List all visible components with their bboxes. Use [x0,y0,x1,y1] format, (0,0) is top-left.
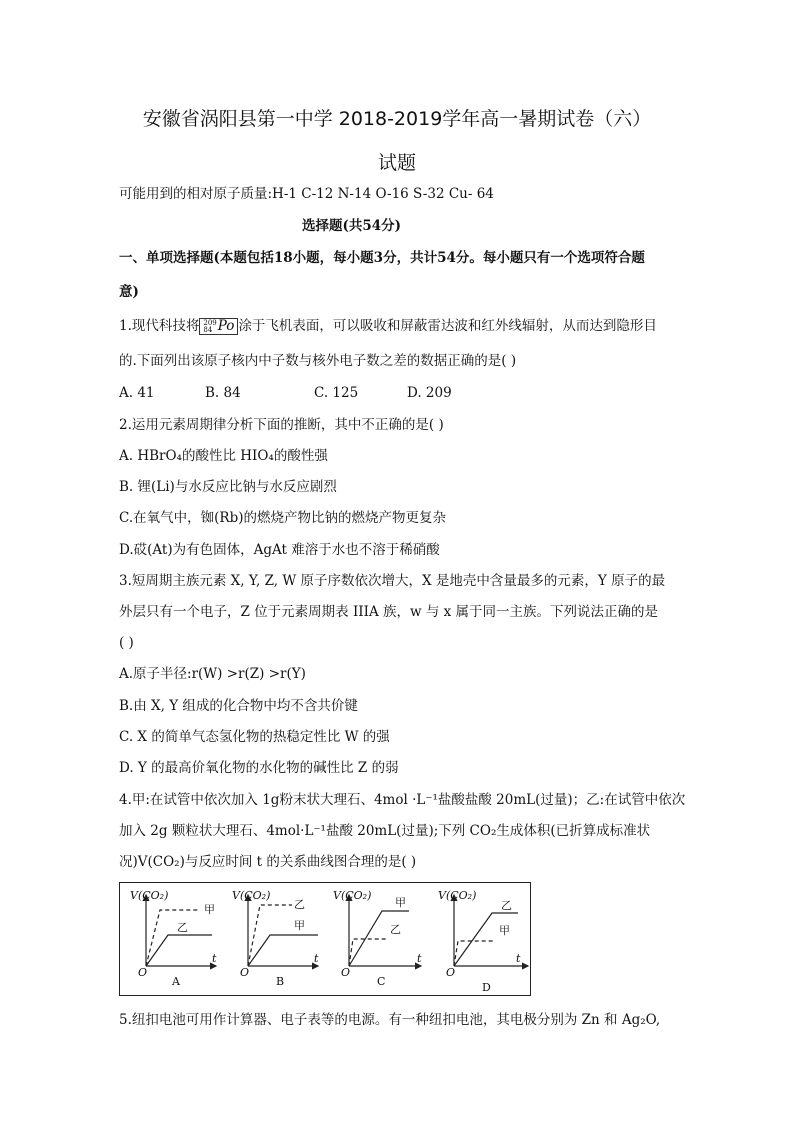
graph-d-letter: D [482,981,491,994]
q2-option-a: A. HBrO₄的酸性比 HIO₄的酸性强 [119,448,328,464]
graph-b [248,895,318,966]
q2-option-c: C.在氧气中，铷(Rb)的燃烧产物比钠的燃烧产物更复杂 [119,510,446,526]
graph-b-lower-label: 甲 [294,919,305,932]
graph-a-origin: O [138,966,148,979]
q3-stem-line2: 外层只有一个电子，Z 位于元素周期表 IIIA 族，w 与 x 属于同一主族。下列说法正确的是 [119,604,659,620]
graph-c-lower-label: 乙 [390,923,401,936]
q3-stem-line3: ( ) [119,635,134,651]
atomic-masses: 可能用到的相对原子质量:H-1 C-12 N-14 O-16 S-32 Cu- 64 [119,186,494,202]
graph-b-ylabel: V(CO₂) [232,889,271,902]
nuclide-atomic-number: 84 [203,325,213,334]
question-1 [119,317,657,335]
graph-d-upper-label: 乙 [501,899,512,912]
q4-stem-line3: 况)V(CO₂)与反应时间 t 的关系曲线图合理的是( ) [119,854,417,870]
exam-subtitle: 试题 [377,152,416,174]
nuclide-symbol: Po [217,318,235,335]
graph-d-lower-label: 甲 [499,924,510,937]
graph-d-origin: O [446,966,456,979]
graph-b-origin: O [240,966,250,979]
part-instructions-end: 意) [119,284,139,300]
graph-c-letter: C [377,975,386,988]
q3-stem-line1: 3.短周期主族元素 X, Y, Z, W 原子序数依次增大，X 是地壳中含量最多的元素，Y 原子的最 [119,573,666,589]
q4-stem-line1: 4.甲:在试管中依次加入 1g粉末状大理石、4mol ·L⁻¹盐酸盐酸 20mL(过量)；乙:在试管中依次 [119,792,686,808]
q1-option-a: A. 41 [119,385,155,401]
graph-a-ylabel: V(CO₂) [130,889,169,902]
q3-option-b: B.由 X, Y 组成的化合物中均不含共价键 [119,698,358,714]
q4-stem-line2: 加入 2g 颗粒状大理石、4mol·L⁻¹盐酸 20mL(过量);下列 CO₂生成体积(已折算成标准状 [119,823,651,839]
exam-title: 安徽省涡阳县第一中学 2018-2019学年高一暑期试卷（六） [142,108,652,130]
q4-graphs-svg [120,883,530,995]
graph-a-lower-label: 乙 [177,921,188,934]
q1-stem-pre: 1.现代科技将 [119,318,200,334]
nuclide-mass: 209 [203,318,217,327]
q1-option-c: C. 125 [314,385,359,401]
q2-option-b: B. 锂(Li)与水反应比钠与水反应剧烈 [119,479,337,495]
q2-stem: 2.运用元素周期律分析下面的推断，其中不正确的是( ) [119,417,444,433]
graph-a-upper-label: 甲 [204,903,215,916]
q1-option-d: D. 209 [407,385,452,401]
q5-stem-line1: 5.纽扣电池可用作计算器、电子表等的电源。有一种纽扣电池，其电极分别为 Zn 和 Ag₂O, [119,1012,661,1028]
q3-option-c: C. X 的简单气态氢化物的热稳定性比 W 的强 [119,729,390,745]
graph-c-xlabel: t [417,952,422,965]
section-title: 选择题(共54分) [302,218,402,234]
part-instructions: 一、单项选择题(本题包括18小题，每小题3分，共计54分。每小题只有一个选项符合题 [119,250,645,266]
graph-d-xlabel: t [516,952,521,965]
graph-a-xlabel: t [212,952,217,965]
q1-stem-line2: 的.下面列出该原子核内中子数与核外电子数之差的数据正确的是( ) [119,353,517,369]
q3-option-a: A.原子半径:r(W) >r(Z) >r(Y) [119,666,306,682]
q1-option-b: B. 84 [205,385,241,401]
graph-b-xlabel: t [314,952,319,965]
graph-c-origin: O [341,966,351,979]
q4-graph-figure [119,882,531,996]
q2-option-d: D.砹(At)为有色固体，AgAt 难溶于水也不溶于稀硝酸 [119,542,440,558]
q3-option-d: D. Y 的最高价氧化物的水化物的碱性比 Z 的弱 [119,760,399,776]
graph-c-upper-label: 甲 [395,896,406,909]
graph-a-letter: A [172,975,180,988]
nuclide-box [199,318,238,335]
graph-c [349,895,421,966]
graph-d-ylabel: V(CO₂) [438,889,477,902]
graph-b-letter: B [276,975,285,988]
graph-c-ylabel: V(CO₂) [333,889,372,902]
q1-stem-post: 涂于飞机表面，可以吸收和屏蔽雷达波和红外线辐射，从而达到隐形目 [238,318,657,334]
graph-b-upper-label: 乙 [294,898,305,911]
